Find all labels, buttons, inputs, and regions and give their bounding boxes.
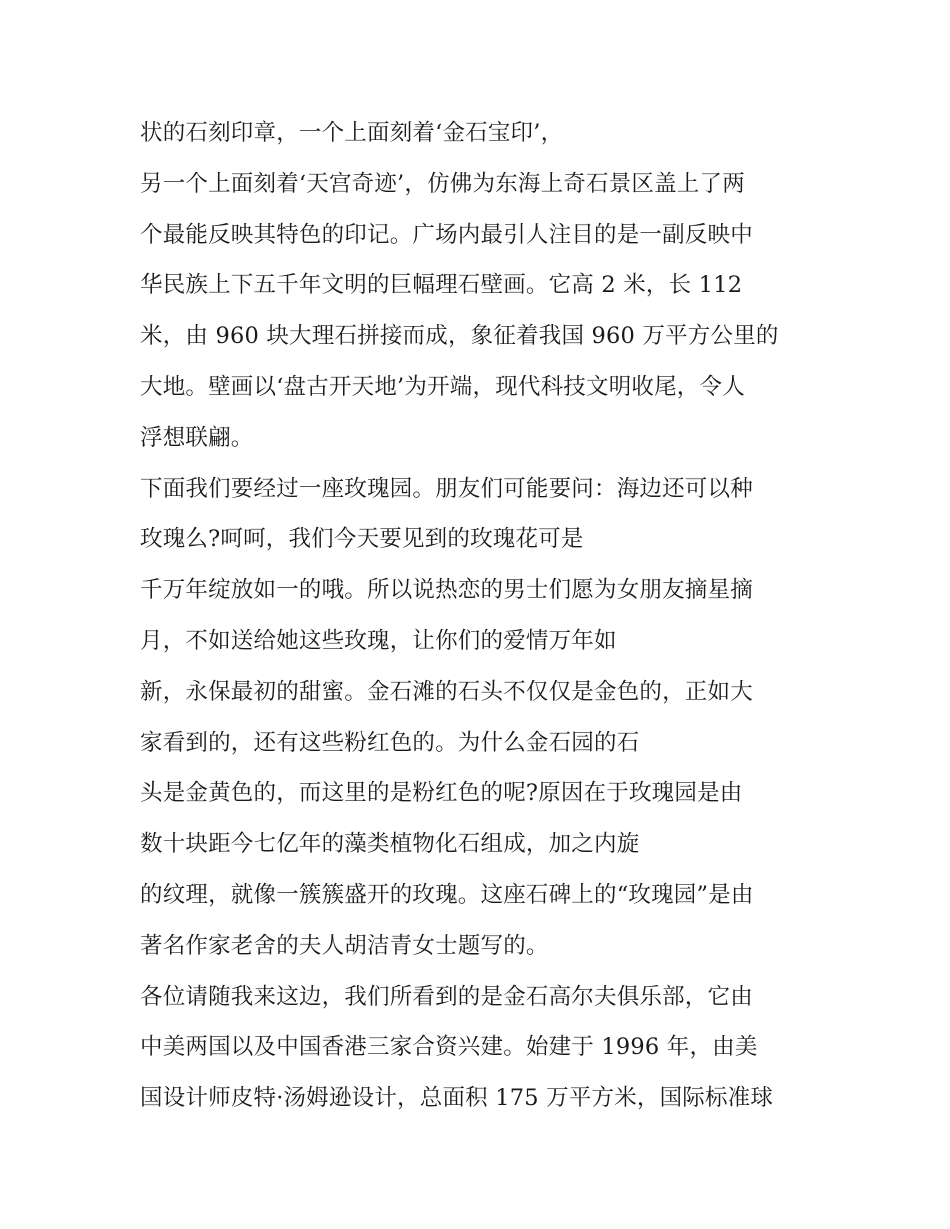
text-line: 千万年绽放如一的哦。所以说热恋的男士们愿为女朋友摘星摘 (140, 577, 753, 604)
text-line: 大地。壁画以‘盘古开天地’为开端，现代科技文明收尾，令人 (140, 373, 745, 400)
text-line: 各位请随我来这边，我们所看到的是金石高尔夫俱乐部，它由 (140, 983, 753, 1010)
text-line: 个最能反映其特色的印记。广场内最引人注目的是一副反映中 (140, 221, 753, 248)
text-line: 国设计师皮特·汤姆逊设计，总面积 175 万平方米，国际标准球 (140, 1085, 774, 1112)
text-line: 数十块距今七亿年的藻类植物化石组成，加之内旋 (140, 831, 640, 858)
text-line: 中美两国以及中国香港三家合资兴建。始建于 1996 年，由美 (140, 1034, 758, 1061)
text-line: 的纹理，就像一簇簇盛开的玫瑰。这座石碑上的“玫瑰园”是由 (140, 881, 754, 908)
text-line: 状的石刻印章，一个上面刻着‘金石宝印’， (140, 120, 564, 146)
text-line: 下面我们要经过一座玫瑰园。朋友们可能要问：海边还可以种 (140, 475, 753, 502)
text-line: 月，不如送给她这些玫瑰，让你们的爱情万年如 (140, 627, 617, 654)
text-line: 新，永保最初的甜蜜。金石滩的石头不仅仅是金色的，正如大 (140, 678, 753, 705)
text-line: 家看到的，还有这些粉红色的。为什么金石园的石 (140, 729, 640, 756)
text-line: 著名作家老舍的夫人胡洁青女士题写的。 (140, 932, 549, 959)
text-line: 另一个上面刻着‘天宫奇迹’，仿佛为东海上奇石景区盖上了两 (140, 170, 745, 197)
text-line: 头是金黄色的，而这里的是粉红色的呢?原因在于玫瑰园是由 (140, 780, 743, 807)
text-line: 玫瑰么?呵呵，我们今天要见到的玫瑰花可是 (140, 526, 584, 553)
body-text (140, 108, 820, 1124)
text-line: 米，由 960 块大理石拼接而成，象征着我国 960 万平方公里的 (140, 323, 779, 350)
text-line: 华民族上下五千年文明的巨幅理石壁画。它高 2 米，长 112 (140, 272, 743, 299)
text-line: 浮想联翩。 (140, 424, 254, 451)
